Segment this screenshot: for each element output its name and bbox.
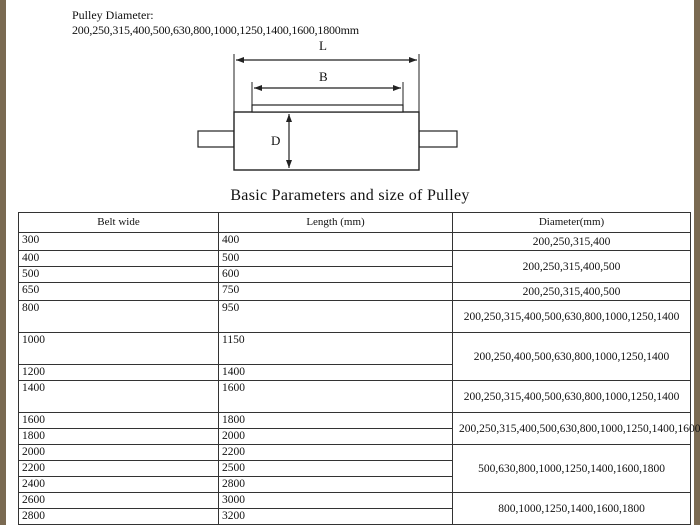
- header-diameter: Diameter(mm): [453, 213, 691, 233]
- left-shaft: [198, 131, 234, 147]
- belt-wide-cell: 1800: [19, 429, 219, 445]
- belt-wide-cell: 650: [19, 283, 219, 301]
- length-cell: 950: [219, 301, 453, 333]
- belt-wide-cell: 2000: [19, 445, 219, 461]
- length-cell: 3000: [219, 493, 453, 509]
- diameter-cell: 200,250,315,400,500: [453, 283, 691, 301]
- diameter-cell: 200,250,315,400,500,630,800,1000,1250,1400: [453, 301, 691, 333]
- belt-wide-cell: 300: [19, 233, 219, 251]
- belt-wide-cell: 2800: [19, 509, 219, 525]
- document-page: [6, 0, 700, 525]
- belt-face: [252, 105, 403, 112]
- belt-wide-cell: 800: [19, 301, 219, 333]
- length-cell: 2000: [219, 429, 453, 445]
- belt-wide-cell: 1600: [19, 413, 219, 429]
- table-body: [19, 233, 700, 525]
- belt-wide-cell: 2400: [19, 477, 219, 493]
- length-cell: 2200: [219, 445, 453, 461]
- diameter-cell: 200,250,315,400,500,630,800,1000,1250,1400: [453, 381, 691, 413]
- table-row: [19, 333, 691, 365]
- belt-wide-cell: 1400: [19, 381, 219, 413]
- header-belt-wide: Belt wide: [19, 213, 219, 233]
- belt-wide-cell: 1200: [19, 365, 219, 381]
- pulley-diameter-label: Pulley Diameter:: [72, 8, 154, 22]
- length-cell: 2500: [219, 461, 453, 477]
- pulley-drum: [234, 112, 419, 170]
- length-label: L: [319, 38, 327, 53]
- table-row: [19, 283, 691, 301]
- table-row: [19, 251, 691, 267]
- belt-wide-cell: 2600: [19, 493, 219, 509]
- diameter-cell: 500,630,800,1000,1250,1400,1600,1800: [453, 445, 691, 493]
- table-row: [19, 381, 691, 413]
- table-row: [19, 301, 691, 333]
- belt-wide-cell: 1000: [19, 333, 219, 365]
- right-shaft: [419, 131, 457, 147]
- length-cell: 600: [219, 267, 453, 283]
- diameter-cell: 800,1000,1250,1400,1600,1800: [453, 493, 691, 525]
- belt-wide-cell: 500: [19, 267, 219, 283]
- face-width-label: B: [319, 69, 328, 84]
- table-header-row: [19, 213, 691, 233]
- belt-wide-cell: 2200: [19, 461, 219, 477]
- diameter-label: D: [271, 133, 281, 148]
- pulley-diagram: [6, 0, 694, 185]
- length-cell: 1800: [219, 413, 453, 429]
- length-cell: 750: [219, 283, 453, 301]
- length-cell: 400: [219, 233, 453, 251]
- table-title: Basic Parameters and size of Pulley: [230, 187, 470, 204]
- table-row: [19, 445, 691, 461]
- table-row: [19, 493, 691, 509]
- diameter-cell: 200,250,315,400: [453, 233, 691, 251]
- length-cell: 1150: [219, 333, 453, 365]
- diameter-cell: 200,250,315,400,500,630,800,1000,1250,1400,1600: [453, 413, 691, 445]
- length-cell: 1600: [219, 381, 453, 413]
- table-row: [19, 233, 691, 251]
- belt-wide-cell: 400: [19, 251, 219, 267]
- pulley-diameter-values: 200,250,315,400,500,630,800,1000,1250,1400,1600,1800mm: [72, 23, 359, 37]
- header-length: Length (mm): [219, 213, 453, 233]
- table-row: [19, 413, 691, 429]
- diameter-cell: 200,250,400,500,630,800,1000,1250,1400: [453, 333, 691, 381]
- length-cell: 500: [219, 251, 453, 267]
- pulley-parameter-table: [18, 212, 700, 525]
- diameter-cell: 200,250,315,400,500: [453, 251, 691, 283]
- length-cell: 2800: [219, 477, 453, 493]
- length-cell: 1400: [219, 365, 453, 381]
- length-cell: 3200: [219, 509, 453, 525]
